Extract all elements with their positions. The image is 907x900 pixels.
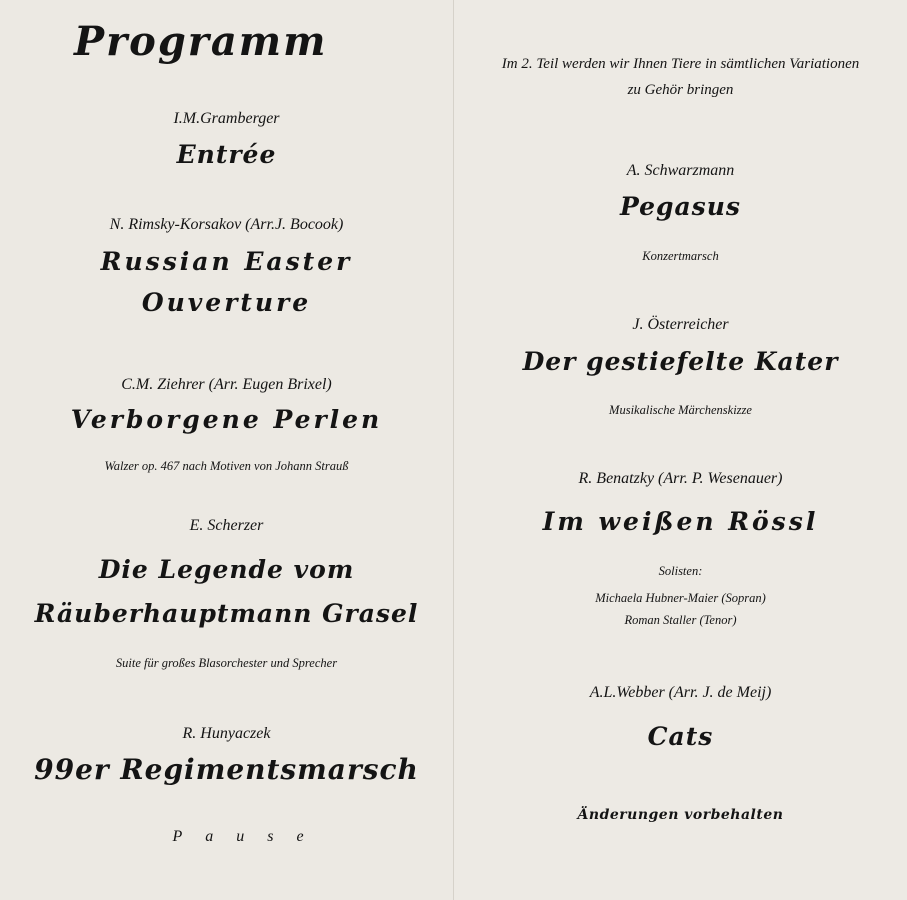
work-verborgene-perlen: Verborgene Perlen: [70, 405, 383, 434]
composer-webber: A.L.Webber (Arr. J. de Meij): [589, 684, 772, 701]
work-regimentsmarsch: 99er Regimentsmarsch: [34, 753, 419, 786]
intro-line1: Im 2. Teil werden wir Ihnen Tiere in sämtlichen Variationen: [501, 56, 860, 72]
composer-scherzer: E. Scherzer: [189, 517, 264, 534]
program-title: Programm: [74, 18, 328, 65]
work-legende-line1: Die Legende vom: [98, 555, 355, 584]
composer-hunyaczek: R. Hunyaczek: [182, 725, 271, 742]
work-cats: Cats: [647, 722, 714, 751]
right-page: [454, 0, 907, 900]
work-pegasus: Pegasus: [619, 192, 742, 221]
composer-gramberger: I.M.Gramberger: [173, 110, 280, 127]
soloist-tenor: Roman Staller (Tenor): [624, 613, 737, 627]
work-legende-line2: Räuberhauptmann Grasel: [34, 599, 419, 628]
work-weissen-roessl: Im weißen Rössl: [542, 507, 819, 536]
note-maerchenskizze: Musikalische Märchenskizze: [609, 403, 752, 417]
work-entree: Entrée: [176, 140, 277, 169]
composer-rimsky-korsakov: N. Rimsky-Korsakov (Arr.J. Bocook): [109, 216, 344, 233]
intro-line2: zu Gehör bringen: [627, 82, 734, 98]
composer-schwarzmann: A. Schwarzmann: [626, 162, 735, 179]
work-russian-easter-line2: Ouverture: [141, 288, 312, 317]
note-konzertmarsch: Konzertmarsch: [642, 249, 719, 263]
note-walzer: Walzer op. 467 nach Motiven von Johann Strauß: [104, 459, 349, 473]
note-solisten: Solisten:: [658, 564, 703, 578]
left-page: [0, 0, 453, 900]
changes-reserved: Änderungen vorbehalten: [577, 807, 784, 823]
work-russian-easter-line1: Russian Easter: [100, 247, 353, 276]
note-suite: Suite für großes Blasorchester und Sprecher: [115, 656, 338, 670]
work-gestiefelte-kater: Der gestiefelte Kater: [522, 347, 839, 376]
composer-oesterreicher: J. Österreicher: [632, 316, 729, 333]
pause-label: Pause: [172, 828, 327, 845]
composer-benatzky: R. Benatzky (Arr. P. Wesenauer): [578, 470, 783, 487]
soloist-sopran: Michaela Hubner-Maier (Sopran): [595, 591, 766, 605]
composer-ziehrer: C.M. Ziehrer (Arr. Eugen Brixel): [121, 376, 332, 393]
